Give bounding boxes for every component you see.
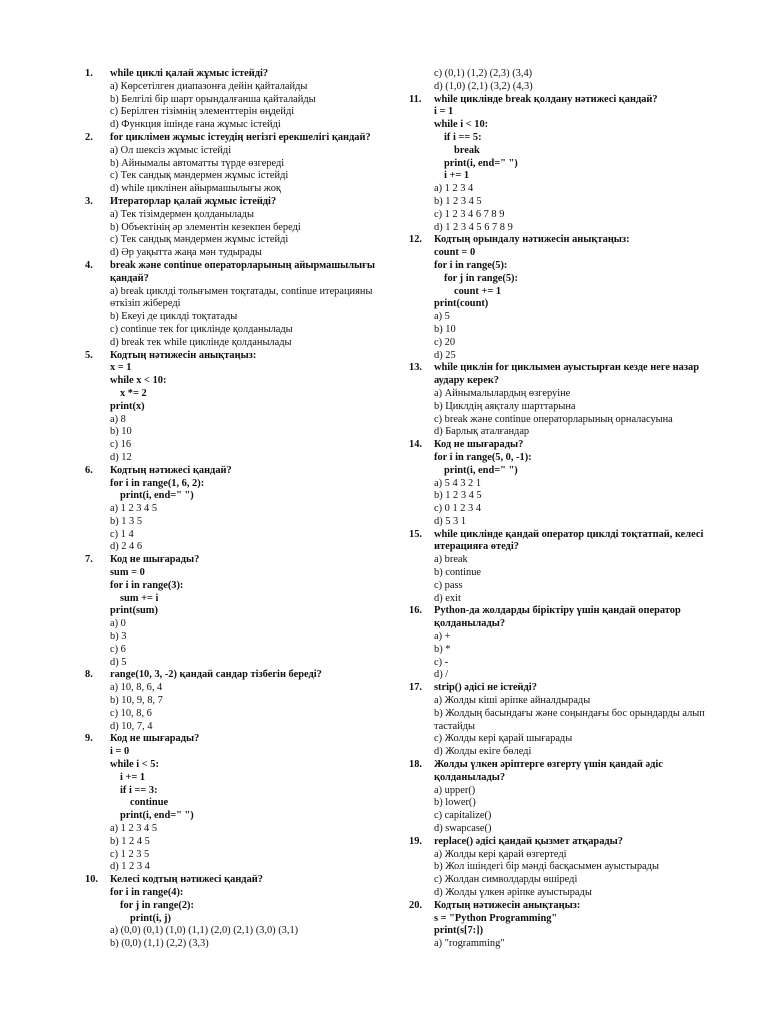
answer-option: a) 1 2 3 4 — [434, 183, 474, 195]
question-item — [409, 900, 709, 951]
answer-option: c) 10, 8, 6 — [110, 707, 152, 719]
answer-option: d) Жолды екіге бөледі — [434, 746, 532, 758]
code-line: if i == 3: — [120, 784, 158, 796]
question-number: 3. — [85, 195, 93, 207]
code-line: қолданылады? — [434, 771, 506, 783]
answer-option: c) Жолды кері қарай шығарады — [434, 733, 573, 745]
question-number: 7. — [85, 554, 93, 566]
answer-option: d) 1 2 3 4 — [110, 861, 150, 873]
question-item — [85, 350, 335, 465]
answer-option: b) 3 — [110, 631, 127, 643]
code-line: s = "Python Programming" — [434, 912, 558, 924]
question-item — [85, 196, 335, 260]
question-item — [409, 68, 709, 94]
answer-option: c) 1 2 3 5 — [110, 848, 150, 860]
answer-option: c) capitalize() — [434, 810, 492, 822]
code-line: итерацияға өтеді? — [434, 541, 519, 553]
question-number: 9. — [85, 733, 93, 745]
code-line: for i in range(3): — [110, 579, 184, 591]
question-number: 6. — [85, 464, 93, 476]
answer-option: d) 2 4 6 — [110, 541, 143, 553]
answer-option: a) Айнымалылардың өзгеруіне — [434, 387, 571, 399]
question-text: while циклін for циклымен ауыстырған кезде неге назар — [434, 362, 699, 374]
answer-option: b) 10, 9, 8, 7 — [110, 695, 163, 707]
answer-option: a) 1 2 3 4 5 — [110, 823, 158, 835]
question-number: 2. — [85, 131, 93, 143]
answer-option: a) Тек тізімдермен қолданылады — [110, 208, 254, 220]
question-text: range(10, 3, -2) қандай сандар тізбегін береді? — [110, 669, 322, 681]
answer-option: a) 8 — [110, 413, 126, 425]
question-item — [409, 605, 709, 682]
answer-option: c) 16 — [110, 439, 132, 451]
answer-option: өткізіп жібереді — [110, 298, 181, 310]
right-column — [409, 68, 709, 951]
answer-option: d) 5 3 1 — [434, 515, 467, 527]
answer-option: d) 5 — [110, 656, 127, 668]
answer-option: d) Жолды үлкен әріпке ауыстырады — [434, 887, 592, 898]
answer-option: a) 1 2 3 4 5 — [110, 503, 158, 515]
code-line: if i == 5: — [444, 131, 482, 143]
question-text: while циклінде break қолдану нәтижесі қандай? — [434, 93, 658, 105]
question-item — [409, 682, 709, 759]
answer-option: b) 1 2 4 5 — [110, 835, 150, 847]
question-number: 1. — [85, 68, 93, 79]
question-text: Кодтың орындалу нәтижесін анықтаңыз: — [434, 234, 630, 246]
answer-option: d) 25 — [434, 349, 456, 361]
question-text: strip() әдісі не істейді? — [434, 682, 537, 694]
code-line: for i in range(1, 6, 2): — [110, 477, 205, 489]
question-text: Python-да жолдарды біріктіру үшін қандай оператор — [434, 605, 681, 617]
question-item — [85, 465, 335, 555]
answer-option: a) Көрсетілген диапазонға дейін қайталайды — [110, 80, 308, 92]
answer-option: b) Циклдің аяқталу шарттарына — [434, 400, 576, 412]
answer-option: d) while циклінен айырмашылығы жоқ — [110, 183, 281, 195]
answer-option: c) - — [434, 656, 449, 668]
question-number: 5. — [85, 349, 93, 361]
code-line: while i < 10: — [434, 119, 489, 131]
question-item — [85, 874, 335, 951]
answer-option: d) 12 — [110, 451, 132, 463]
answer-option: c) 0 1 2 3 4 — [434, 503, 482, 515]
question-text: while циклі қалай жұмыс істейді? — [110, 68, 269, 79]
code-line: i = 0 — [110, 746, 130, 758]
answer-option: d) 1 2 3 4 5 6 7 8 9 — [434, 221, 513, 233]
answer-option: d) 10, 7, 4 — [110, 720, 153, 732]
question-number: 8. — [85, 669, 93, 681]
answer-option: a) 10, 8, 6, 4 — [110, 682, 163, 694]
question-text: Жолды үлкен әріптерге өзгерту үшін қандай әдіс — [434, 759, 663, 771]
answer-option: тастайды — [434, 720, 475, 732]
answer-option: c) 6 — [110, 643, 126, 655]
question-number: 15. — [409, 528, 422, 540]
question-number: 19. — [409, 835, 422, 847]
question-text: while циклінде қандай оператор циклді тоқтатпай, келесі — [434, 528, 704, 540]
question-number: 11. — [409, 93, 422, 105]
answer-option: b) Екеуі де циклді тоқтатады — [110, 311, 238, 323]
question-item — [85, 554, 335, 669]
answer-option: c) (0,1) (1,2) (2,3) (3,4) — [434, 68, 533, 79]
answer-option: a) 5 4 3 2 1 — [434, 477, 482, 489]
code-line: for j in range(2): — [120, 899, 194, 911]
question-text: Кодтың нәтижесі қандай? — [110, 464, 232, 476]
answer-option: b) 1 3 5 — [110, 515, 143, 527]
code-line: x *= 2 — [120, 387, 147, 399]
question-number: 4. — [85, 259, 93, 271]
question-item — [85, 131, 371, 196]
question-item — [409, 234, 709, 362]
code-line: i += 1 — [444, 170, 470, 182]
question-number: 12. — [409, 234, 422, 246]
code-line: sum += i — [120, 592, 159, 604]
answer-option: b) * — [434, 643, 451, 655]
answer-option: a) Жолды кері қарай өзгертеді — [434, 848, 567, 860]
question-text: break және continue операторларының айырмашылығы — [110, 259, 375, 271]
answer-option: c) pass — [434, 579, 463, 591]
answer-option: c) 1 2 3 4 6 7 8 9 — [434, 208, 505, 220]
answer-option: d) Барлық аталғандар — [434, 426, 530, 438]
code-line: аудару керек? — [434, 375, 500, 387]
question-text: for циклімен жұмыс істеудің негізгі ерекшелігі қандай? — [110, 131, 371, 143]
question-text: replace() әдісі қандай қызмет атқарады? — [434, 835, 623, 847]
answer-option: b) Айнымалы автоматты түрде өзгереді — [110, 157, 285, 169]
question-number: 20. — [409, 899, 422, 911]
answer-option: a) 0 — [110, 618, 126, 630]
answer-option: b) lower() — [434, 797, 476, 809]
question-item — [85, 733, 335, 874]
question-text: Келесі кодтың нәтижесі қандай? — [110, 874, 263, 886]
code-line: print(sum) — [110, 605, 158, 617]
code-line: i += 1 — [120, 771, 146, 783]
question-number: 10. — [85, 874, 98, 886]
answer-option: a) Жолды кіші әріпке айналдырады — [434, 695, 591, 707]
code-line: for i in range(5, 0, -1): — [434, 451, 532, 463]
code-line: print(i, end=" ") — [120, 490, 194, 502]
code-line: қандай? — [110, 272, 149, 284]
answer-option: d) swapcase() — [434, 823, 492, 835]
answer-option: c) 1 4 — [110, 528, 134, 540]
question-item — [409, 836, 709, 900]
question-text: Код не шығарады? — [110, 733, 200, 745]
code-line: while i < 5: — [110, 759, 159, 771]
question-text: Код не шығарады? — [434, 439, 524, 451]
answer-option: c) Берілген тізімнің элементтерін өңдейді — [110, 106, 295, 118]
code-line: print(count) — [434, 298, 489, 310]
code-line: қолданылады? — [434, 618, 506, 630]
question-number: 18. — [409, 759, 422, 771]
answer-option: b) 1 2 3 4 5 — [434, 195, 482, 207]
code-line: break — [454, 144, 480, 156]
answer-option: c) Тек сандық мәндермен жұмыс істейді — [110, 170, 289, 182]
code-line: x = 1 — [110, 362, 132, 374]
question-item — [409, 529, 709, 606]
code-line: count = 0 — [434, 247, 476, 259]
answer-option: b) (0,0) (1,1) (2,2) (3,3) — [110, 938, 209, 950]
answer-option: c) Жолдан символдарды өшіреді — [434, 874, 578, 886]
code-line: sum = 0 — [110, 567, 145, 579]
answer-option: c) break және continue операторларының орналасуына — [434, 413, 673, 425]
code-line: for i in range(5): — [434, 259, 508, 271]
question-item — [409, 439, 709, 529]
question-item — [409, 362, 709, 439]
code-line: for i in range(4): — [110, 887, 184, 898]
answer-option: b) 1 2 3 4 5 — [434, 490, 482, 502]
code-line: print(i, end=" ") — [120, 810, 194, 822]
question-text: Кодтың нәтижесін анықтаңыз: — [434, 899, 581, 911]
answer-option: c) 20 — [434, 336, 456, 348]
answer-option: b) continue — [434, 567, 482, 579]
question-number: 16. — [409, 605, 422, 617]
answer-option: a) 5 — [434, 311, 450, 323]
question-number: 13. — [409, 362, 422, 374]
code-line: i = 1 — [434, 106, 454, 118]
answer-option: a) break циклді толығымен тоқтатады, continue итерацияны — [110, 285, 373, 297]
answer-option: d) break тек while циклінде қолданылады — [110, 336, 292, 348]
answer-option: a) Ол шексіз жұмыс істейді — [110, 144, 232, 156]
answer-option: b) Белгілі бір шарт орындалғанша қайталайды — [110, 93, 316, 105]
answer-option: a) (0,0) (0,1) (1,0) (1,1) (2,0) (2,1) (3,0) (3,1) — [110, 925, 299, 937]
answer-option: a) "rogramming" — [434, 938, 505, 950]
code-line: for j in range(5): — [444, 272, 518, 284]
answer-option: d) Функция ішінде ғана жұмыс істейді — [110, 119, 281, 131]
answer-option: b) 10 — [110, 426, 132, 438]
answer-option: b) 10 — [434, 323, 456, 335]
code-line: while x < 10: — [110, 375, 167, 387]
question-item — [85, 669, 335, 733]
question-number: 14. — [409, 439, 422, 451]
code-line: print(i, end=" ") — [444, 464, 518, 476]
question-text: Итераторлар қалай жұмыс істейді? — [110, 195, 277, 207]
code-line: count += 1 — [454, 285, 502, 297]
answer-option: a) upper() — [434, 784, 476, 796]
code-line: continue — [130, 797, 169, 809]
answer-option: c) Тек сандық мәндермен жұмыс істейді — [110, 234, 289, 246]
answer-option: b) Объектінің әр элементін кезекпен береді — [110, 221, 301, 233]
question-text: Кодтың нәтижесін анықтаңыз: — [110, 349, 257, 361]
answer-option: c) continue тек for циклінде қолданылады — [110, 323, 293, 335]
question-number: 17. — [409, 682, 422, 694]
question-text: Код не шығарады? — [110, 554, 200, 566]
code-line: print(s[7:]) — [434, 925, 484, 937]
answer-option: d) Әр уақытта жаңа мән тудырады — [110, 247, 262, 259]
answer-option: d) / — [434, 669, 449, 681]
question-item — [85, 68, 335, 132]
code-line: print(i, j) — [130, 912, 171, 924]
code-line: print(x) — [110, 400, 145, 412]
answer-option: d) (1,0) (2,1) (3,2) (4,3) — [434, 80, 533, 92]
answer-option: a) break — [434, 554, 468, 566]
answer-option: b) Жолдың басындағы және соңындағы бос орындарды алып — [434, 707, 705, 719]
code-line: print(i, end=" ") — [444, 157, 518, 169]
question-item — [409, 759, 709, 836]
answer-option: d) exit — [434, 592, 461, 604]
question-item — [409, 94, 709, 235]
left-column — [85, 68, 375, 951]
answer-option: a) + — [434, 631, 451, 643]
answer-option: b) Жол ішіндегі бір мәнді басқасымен ауыстырады — [434, 861, 659, 873]
question-item — [85, 259, 375, 350]
